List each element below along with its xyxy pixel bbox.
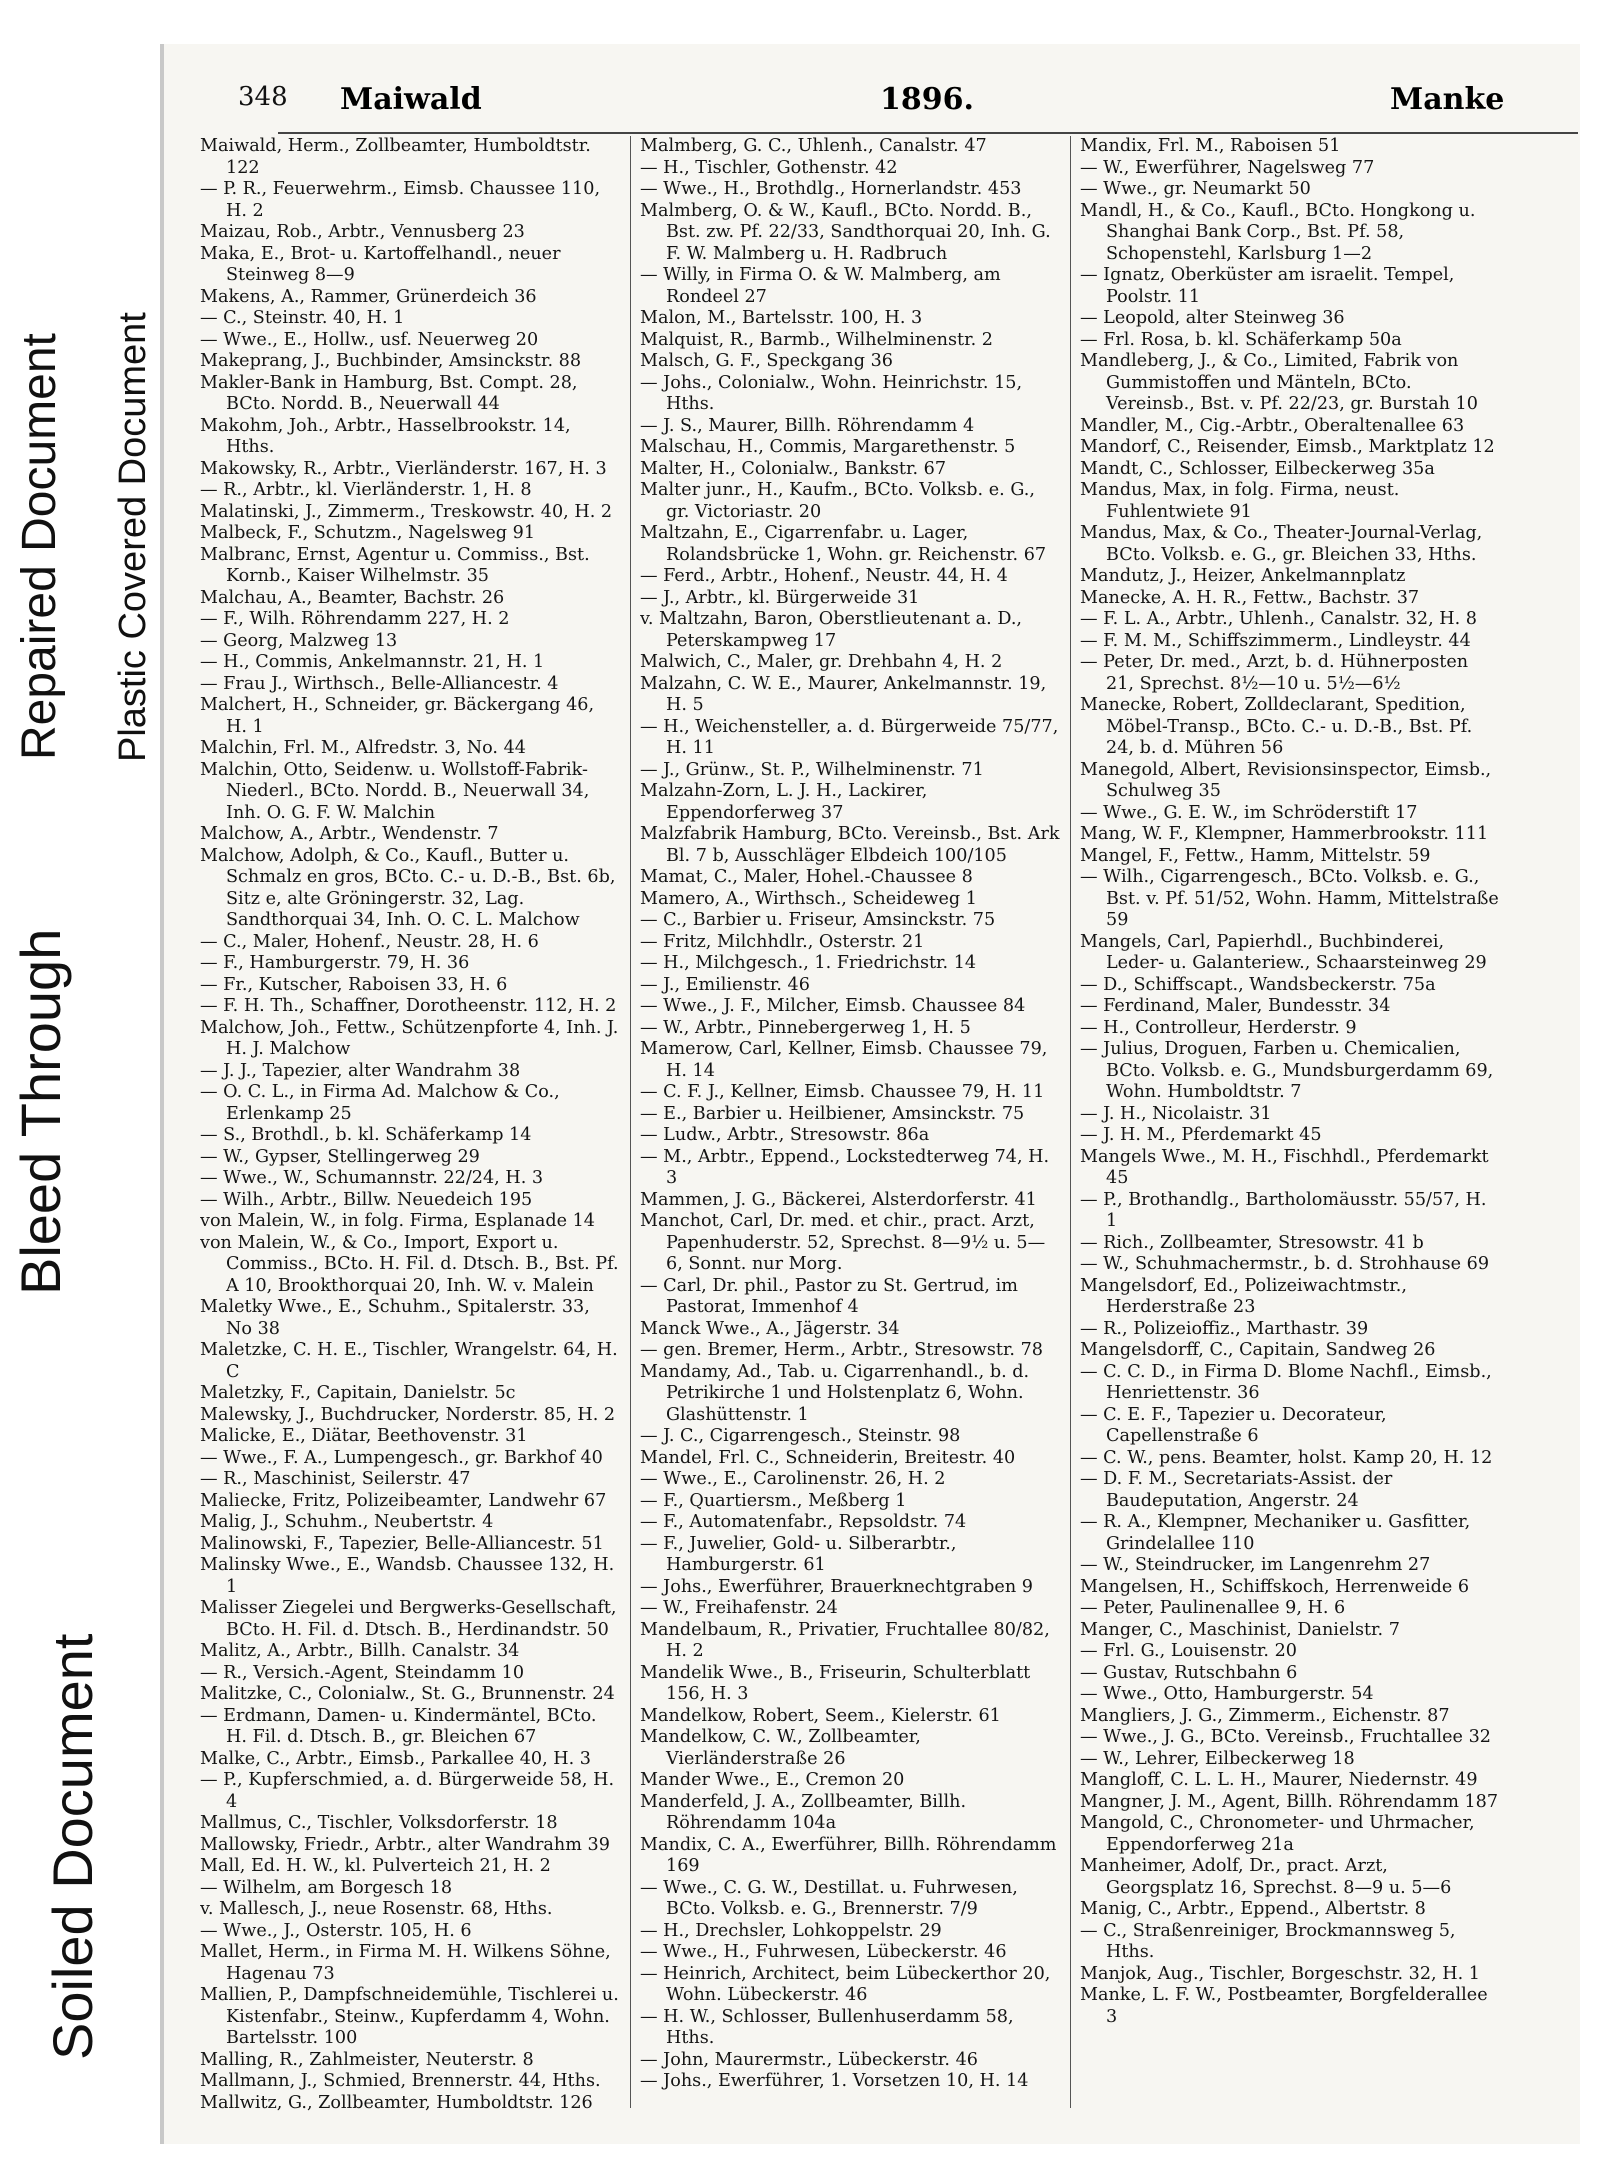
directory-entry: Mandelkow, C. W., Zollbeamter, Vierländerstraße 26 xyxy=(640,1727,921,1769)
year-heading: 1896. xyxy=(880,82,974,117)
directory-entry: — Wwe., E., Hollw., usf. Neuerweg 20 xyxy=(200,329,539,350)
directory-entry: Malinowski, F., Tapezier, Belle-Alliancestr. 51 xyxy=(200,1533,604,1554)
directory-entry: — Frau J., Wirthsch., Belle-Alliancestr. 4 xyxy=(200,673,559,694)
directory-entry: Mandleberg, J., & Co., Limited, Fabrik von Gummistoffen und Mänteln, BCto. Vereinsb., Bst. v. Pf. 22/23, gr. Burstah 10 xyxy=(1080,351,1478,414)
directory-entry: — F., Automatenfabr., Repsoldstr. 74 xyxy=(640,1512,967,1532)
column-middle xyxy=(640,136,1060,2114)
directory-entry: Malwich, C., Maler, gr. Drehbahn 4, H. 2 xyxy=(640,652,1003,672)
directory-entry: Mangloff, C. L. L. H., Maurer, Niedernstr. 49 xyxy=(1080,1770,1478,1790)
directory-entry: Makens, A., Rammer, Grünerdeich 36 xyxy=(200,286,537,307)
directory-entry: — Johs., Colonialw., Wohn. Heinrichstr. 15, Hths. xyxy=(640,372,1023,414)
running-head-left: Maiwald xyxy=(340,82,482,117)
directory-entry: Malzahn, C. W. E., Maurer, Ankelmannstr. 19, H. 5 xyxy=(640,673,1047,715)
directory-entry: Manegold, Albert, Revisionsinspector, Eimsb., Schulweg 35 xyxy=(1080,759,1492,801)
page-edge xyxy=(160,44,164,2144)
tag-strip xyxy=(0,0,160,2177)
directory-entry: Makeprang, J., Buchbinder, Amsinckstr. 88 xyxy=(200,351,582,371)
directory-entry: Mallowsky, Friedr., Arbtr., alter Wandrahm 39 xyxy=(200,1834,610,1855)
directory-entry: — Wwe., Otto, Hamburgerstr. 54 xyxy=(1080,1684,1374,1704)
directory-entry: Mandler, M., Cig.-Arbtr., Oberaltenallee 63 xyxy=(1080,415,1465,436)
directory-entry: — S., Brothdl., b. kl. Schäferkamp 14 xyxy=(200,1125,532,1145)
directory-entry: Maliecke, Fritz, Polizeibeamter, Landwehr 67 xyxy=(200,1490,607,1511)
directory-entry: Mangel, F., Fettw., Hamm, Mittelstr. 59 xyxy=(1080,845,1431,866)
directory-entry: — J. J., Tapezier, alter Wandrahm 38 xyxy=(200,1060,521,1081)
directory-entry: Malchow, Adolph, & Co., Kaufl., Butter u. Schmalz en gros, BCto. C.- u. D.-B., Bst. 6b, Sitz e, alte Gröningerstr. 32, Lag. Sandthorquai 34, Inh. O. C. L. Malchow xyxy=(200,845,616,930)
directory-entry: Maletzke, C. H. E., Tischler, Wrangelstr. 64, H. C xyxy=(200,1340,618,1382)
directory-entry: Makler-Bank in Hamburg, Bst. Compt. 28, BCto. Nordd. B., Neuerwall 44 xyxy=(200,372,578,414)
directory-entry: Mallien, P., Dampfschneidemühle, Tischlerei u. Kistenfabr., Steinw., Kupferdamm 4, Wohn. Bartelsstr. 100 xyxy=(200,1985,619,2048)
directory-entry: — H., Tischler, Gothenstr. 42 xyxy=(640,157,898,178)
directory-entry: Mandelik Wwe., B., Friseurin, Schulterblatt 156, H. 3 xyxy=(640,1662,1031,1704)
directory-entry: — W., Gypser, Stellingerweg 29 xyxy=(200,1146,480,1167)
directory-entry: Maka, E., Brot- u. Kartoffelhandl., neuer Steinweg 8—9 xyxy=(200,243,561,285)
directory-entry: — H., Drechsler, Lohkoppelstr. 29 xyxy=(640,1920,942,1941)
directory-entry: — Heinrich, Architect, beim Lübeckerthor 20, Wohn. Lübeckerstr. 46 xyxy=(640,1963,1051,2005)
directory-entry: — J. S., Maurer, Billh. Röhrendamm 4 xyxy=(640,415,975,436)
directory-entry: — F., Hamburgerstr. 79, H. 36 xyxy=(200,953,470,973)
directory-entry: — R., Versich.-Agent, Steindamm 10 xyxy=(200,1662,525,1683)
running-head-right: Manke xyxy=(1390,82,1505,117)
directory-entry: Mang, W. F., Klempner, Hammerbrookstr. 111 xyxy=(1080,824,1489,844)
column-divider xyxy=(1070,136,1071,2108)
directory-entry: Malter junr., H., Kaufm., BCto. Volksb. e. G., gr. Victoriastr. 20 xyxy=(640,480,1035,522)
directory-entry: Maiwald, Herm., Zollbeamter, Humboldtstr. 122 xyxy=(200,136,591,178)
directory-entry: Mandelkow, Robert, Seem., Kielerstr. 61 xyxy=(640,1705,1001,1726)
directory-entry: Maletzky, F., Capitain, Danielstr. 5c xyxy=(200,1383,516,1403)
directory-entry: — Ludw., Arbtr., Stresowstr. 86a xyxy=(640,1125,930,1145)
directory-entry: — Gustav, Rutschbahn 6 xyxy=(1080,1662,1298,1683)
directory-entry: — H., Milchgesch., 1. Friedrichstr. 14 xyxy=(640,953,977,973)
directory-entry: Malzahn-Zorn, L. J. H., Lackirer, Eppendorferweg 37 xyxy=(640,781,928,823)
label-bleed-through: Bleed Through xyxy=(9,928,72,1295)
directory-entry: — P., Brothandlg., Bartholomäusstr. 55/57, H. 1 xyxy=(1080,1189,1487,1231)
directory-entry: Malsch, G. F., Speckgang 36 xyxy=(640,351,893,371)
directory-entry: Malinsky Wwe., E., Wandsb. Chaussee 132, H. 1 xyxy=(200,1555,615,1597)
directory-entry: Malitz, A., Arbtr., Billh. Canalstr. 34 xyxy=(200,1641,520,1661)
directory-entry: — E., Barbier u. Heilbiener, Amsinckstr. 75 xyxy=(640,1103,1025,1124)
directory-entry: — Fr., Kutscher, Raboisen 33, H. 6 xyxy=(200,974,508,995)
column-divider xyxy=(630,136,631,2108)
directory-entry: — R., Polizeioffiz., Marthastr. 39 xyxy=(1080,1318,1369,1339)
label-soiled-document: Soiled Document xyxy=(41,1633,104,2060)
directory-entry: — C. F. J., Kellner, Eimsb. Chaussee 79, H. 11 xyxy=(640,1082,1045,1102)
directory-entry: — J. H., Nicolaistr. 31 xyxy=(1080,1103,1272,1124)
directory-entry: — Johs., Ewerführer, Brauerknechtgraben 9 xyxy=(640,1576,1033,1597)
directory-entry: Mangels Wwe., M. H., Fischhdl., Pferdemarkt 45 xyxy=(1080,1146,1489,1188)
directory-entry: Mallmus, C., Tischler, Volksdorferstr. 18 xyxy=(200,1813,558,1833)
directory-entry: — Rich., Zollbeamter, Stresowstr. 41 b xyxy=(1080,1232,1424,1253)
directory-entry: Mamerow, Carl, Kellner, Eimsb. Chaussee 79, H. 14 xyxy=(640,1039,1048,1081)
directory-entry: Mamero, A., Wirthsch., Scheideweg 1 xyxy=(640,888,977,909)
directory-entry: Malzfabrik Hamburg, BCto. Vereinsb., Bst. Ark Bl. 7 b, Ausschläger Elbdeich 100/105 xyxy=(640,824,1060,866)
directory-entry: Malmberg, G. C., Uhlenh., Canalstr. 47 xyxy=(640,136,987,156)
directory-entry: — F., Wilh. Röhrendamm 227, H. 2 xyxy=(200,609,510,629)
directory-entry: Makohm, Joh., Arbtr., Hasselbrookstr. 14, Hths. xyxy=(200,415,571,457)
directory-entry: Malewsky, J., Buchdrucker, Norderstr. 85, H. 2 xyxy=(200,1404,616,1425)
directory-entry: — W., Lehrer, Eilbeckerweg 18 xyxy=(1080,1748,1355,1769)
page-header xyxy=(160,74,1580,128)
directory-entry: — H. W., Schlosser, Bullenhuserdamm 58, Hths. xyxy=(640,2006,1014,2048)
directory-entry: — Erdmann, Damen- u. Kindermäntel, BCto. H. Fil. d. Dtsch. B., gr. Bleichen 67 xyxy=(200,1705,597,1747)
directory-entry: — R. A., Klempner, Mechaniker u. Gasfitter, Grindelallee 110 xyxy=(1080,1512,1471,1554)
directory-entry: — D., Schiffscapt., Wandsbeckerstr. 75a xyxy=(1080,974,1436,995)
directory-entry: Mangelsen, H., Schiffskoch, Herrenweide 6 xyxy=(1080,1576,1470,1597)
directory-entry: — Wwe., C. G. W., Destillat. u. Fuhrwesen, BCto. Volksb. e. G., Brennerstr. 7/9 xyxy=(640,1877,1018,1919)
directory-entry: Mamat, C., Maler, Hohel.-Chaussee 8 xyxy=(640,867,973,887)
directory-entry: Mallet, Herm., in Firma M. H. Wilkens Söhne, Hagenau 73 xyxy=(200,1942,611,1984)
directory-entry: von Malein, W., & Co., Import, Export u. Commiss., BCto. H. Fil. d. Dtsch. B., Bst. Pf. A 10, Brookthorquai 20, Inh. W. v. Malein xyxy=(200,1232,619,1296)
directory-entry: — Peter, Paulinenallee 9, H. 6 xyxy=(1080,1598,1346,1618)
directory-entry: — W., Ewerführer, Nagelsweg 77 xyxy=(1080,157,1375,178)
directory-entry: — Johs., Ewerführer, 1. Vorsetzen 10, H. 14 xyxy=(640,2071,1029,2091)
directory-entry: — Frl. Rosa, b. kl. Schäferkamp 50a xyxy=(1080,329,1402,350)
page-number: 348 xyxy=(238,82,288,112)
directory-entry: — C. W., pens. Beamter, holst. Kamp 20, H. 12 xyxy=(1080,1447,1493,1468)
directory-entry: Makowsky, R., Arbtr., Vierländerstr. 167, H. 3 xyxy=(200,458,607,479)
directory-entry: — W., Freihafenstr. 24 xyxy=(640,1598,838,1618)
directory-entry: Maltzahn, E., Cigarrenfabr. u. Lager, Rolandsbrücke 1, Wohn. gr. Reichenstr. 67 xyxy=(640,523,1047,565)
directory-entry: — J., Grünw., St. P., Wilhelminenstr. 71 xyxy=(640,759,984,780)
directory-entry: Mallwitz, G., Zollbeamter, Humboldtstr. 126 xyxy=(200,2092,593,2113)
directory-entry: — W., Schuhmachermstr., b. d. Strohhause 69 xyxy=(1080,1254,1490,1274)
directory-entry: Malchau, A., Beamter, Bachstr. 26 xyxy=(200,587,505,608)
directory-entry: — D. F. M., Secretariats-Assist. der Baudeputation, Angerstr. 24 xyxy=(1080,1469,1393,1511)
directory-entry: Malschau, H., Commis, Margarethenstr. 5 xyxy=(640,437,1016,457)
directory-entry: — F., Quartiersm., Meßberg 1 xyxy=(640,1490,907,1511)
directory-entry: — Wwe., F. A., Lumpengesch., gr. Barkhof 40 xyxy=(200,1447,603,1468)
directory-entry: — W., Steindrucker, im Langenrehm 27 xyxy=(1080,1555,1431,1575)
directory-entry: Mandamy, Ad., Tab. u. Cigarrenhandl., b. d. Petrikirche 1 und Holstenplatz 6, Wohn. Glashüttenstr. 1 xyxy=(640,1361,1030,1425)
directory-entry: — W., Arbtr., Pinnebergerweg 1, H. 5 xyxy=(640,1017,971,1038)
directory-entry: Malig, J., Schuhm., Neubertstr. 4 xyxy=(200,1512,494,1532)
directory-entry: Mangels, Carl, Papierhdl., Buchbinderei, Leder- u. Galanteriew., Schaarsteinweg 29 xyxy=(1080,931,1487,973)
directory-entry: Mandel, Frl. C., Schneiderin, Breitestr. 40 xyxy=(640,1447,1016,1468)
directory-entry: — R., Arbtr., kl. Vierländerstr. 1, H. 8 xyxy=(200,480,532,500)
directory-entry: Manke, L. F. W., Postbeamter, Borgfelderallee 3 xyxy=(1080,1985,1488,2027)
header-rule xyxy=(278,132,1578,134)
directory-entry: Manheimer, Adolf, Dr., pract. Arzt, Georgsplatz 16, Sprechst. 8—9 u. 5—6 xyxy=(1080,1856,1452,1898)
directory-entry: Malchin, Otto, Seidenw. u. Wollstoff-Fabrik-Niederl., BCto. Nordd. B., Neuerwall 34, Inh. O. G. F. W. Malchin xyxy=(200,759,590,823)
directory-entry: Maizau, Rob., Arbtr., Vennusberg 23 xyxy=(200,222,525,242)
directory-entry: Mallmann, J., Schmied, Brennerstr. 44, Hths. xyxy=(200,2071,601,2091)
directory-entry: — F., Juwelier, Gold- u. Silberarbtr., Hamburgerstr. 61 xyxy=(640,1533,957,1575)
directory-entry: — C., Barbier u. Friseur, Amsinckstr. 75 xyxy=(640,910,996,930)
directory-entry: Manger, C., Maschinist, Danielstr. 7 xyxy=(1080,1619,1400,1640)
directory-entry: — Wilh., Cigarrengesch., BCto. Volksb. e. G., Bst. v. Pf. 51/52, Wohn. Hamm, Mittelstraße 59 xyxy=(1080,867,1499,930)
directory-entry: Mandorf, C., Reisender, Eimsb., Marktplatz 12 xyxy=(1080,437,1495,457)
directory-entry: Mangelsdorf, Ed., Polizeiwachtmstr., Herderstraße 23 xyxy=(1080,1275,1407,1317)
directory-entry: — C. E. F., Tapezier u. Decorateur, Capellenstraße 6 xyxy=(1080,1404,1387,1446)
directory-entry: Malicke, E., Diätar, Beethovenstr. 31 xyxy=(200,1426,528,1446)
directory-entry: Malter, H., Colonialw., Bankstr. 67 xyxy=(640,458,947,479)
directory-entry: Malisser Ziegelei und Bergwerks-Gesellschaft, BCto. H. Fil. d. Dtsch. B., Herdinandstr. 50 xyxy=(200,1598,617,1640)
directory-entry: — J., Arbtr., kl. Bürgerweide 31 xyxy=(640,587,920,608)
directory-entry: Mangold, C., Chronometer- und Uhrmacher, Eppendorferweg 21a xyxy=(1080,1813,1475,1855)
directory-entry: — F. M. M., Schiffszimmerm., Lindleystr. 44 xyxy=(1080,630,1471,651)
directory-entry: Manjok, Aug., Tischler, Borgeschstr. 32, H. 1 xyxy=(1080,1963,1480,1984)
directory-entry: Mangelsdorff, C., Capitain, Sandweg 26 xyxy=(1080,1340,1436,1360)
directory-entry: — Wwe., J. F., Milcher, Eimsb. Chaussee 84 xyxy=(640,996,1026,1016)
directory-entry: — Wwe., H., Brothdlg., Hornerlandstr. 453 xyxy=(640,179,1022,199)
directory-entry: — Wwe., J., Osterstr. 105, H. 6 xyxy=(200,1920,472,1941)
directory-entry: Mangner, J. M., Agent, Billh. Röhrendamm 187 xyxy=(1080,1791,1499,1812)
directory-entry: — Wilhelm, am Borgesch 18 xyxy=(200,1877,453,1898)
directory-entry: Mandl, H., & Co., Kaufl., BCto. Hongkong u. Shanghai Bank Corp., Bst. Pf. 58, Schopenstehl, Karlsburg 1—2 xyxy=(1080,200,1476,264)
directory-entry: Mall, Ed. H. W., kl. Pulverteich 21, H. 2 xyxy=(200,1856,551,1876)
directory-entry: — C., Steinstr. 40, H. 1 xyxy=(200,308,405,328)
directory-entry: — F. L. A., Arbtr., Uhlenh., Canalstr. 32, H. 8 xyxy=(1080,609,1477,629)
directory-entry: — Wwe., W., Schumannstr. 22/24, H. 3 xyxy=(200,1168,544,1188)
directory-entry: — Willy, in Firma O. & W. Malmberg, am Rondeel 27 xyxy=(640,265,1001,307)
directory-entry: Mangliers, J. G., Zimmerm., Eichenstr. 87 xyxy=(1080,1705,1450,1726)
directory-entry: Manchot, Carl, Dr. med. et chir., pract. Arzt, Papenhuderstr. 52, Sprechst. 8—9½ u. 5—6, Sonnt. nur Morg. xyxy=(640,1211,1046,1274)
directory-entry: — F. H. Th., Schaffner, Dorotheenstr. 112, H. 2 xyxy=(200,996,617,1016)
label-repaired-document: Repaired Document xyxy=(13,333,66,760)
directory-entry: Malchow, A., Arbtr., Wendenstr. 7 xyxy=(200,824,499,844)
directory-entry: Mandelbaum, R., Privatier, Fruchtallee 80/82, H. 2 xyxy=(640,1619,1050,1661)
directory-entry: Malchin, Frl. M., Alfredstr. 3, No. 44 xyxy=(200,738,526,758)
directory-entry: — Carl, Dr. phil., Pastor zu St. Gertrud, im Pastorat, Immenhof 4 xyxy=(640,1275,1018,1317)
directory-entry: — Fritz, Milchhdlr., Osterstr. 21 xyxy=(640,931,925,952)
directory-entry: Malke, C., Arbtr., Eimsb., Parkallee 40, H. 3 xyxy=(200,1748,591,1769)
directory-entry: — Wwe., E., Carolinenstr. 26, H. 2 xyxy=(640,1469,946,1489)
directory-entry: v. Mallesch, J., neue Rosenstr. 68, Hths. xyxy=(200,1899,553,1919)
directory-entry: Mandus, Max, in folg. Firma, neust. Fuhlentwiete 91 xyxy=(1080,480,1400,522)
directory-entry: Manig, C., Arbtr., Eppend., Albertstr. 8 xyxy=(1080,1899,1426,1919)
directory-entry: Mandix, C. A., Ewerführer, Billh. Röhrendamm 169 xyxy=(640,1834,1057,1876)
directory-entry: — C., Maler, Hohenf., Neustr. 28, H. 6 xyxy=(200,931,539,952)
directory-entry: — Julius, Droguen, Farben u. Chemicalien, BCto. Volksb. e. G., Mundsburgerdamm 69, Wohn. Humboldtstr. 7 xyxy=(1080,1039,1494,1102)
directory-entry: — Ferd., Arbtr., Hohenf., Neustr. 44, H. 4 xyxy=(640,566,1008,586)
directory-entry: — O. C. L., in Firma Ad. Malchow & Co., Erlenkamp 25 xyxy=(200,1082,560,1124)
directory-entry: Malquist, R., Barmb., Wilhelminenstr. 2 xyxy=(640,329,993,350)
directory-entry: — Peter, Dr. med., Arzt, b. d. Hühnerposten 21, Sprechst. 8½—10 u. 5½—6½ xyxy=(1080,652,1469,694)
directory-entry: Malbranc, Ernst, Agentur u. Commiss., Bst. Kornb., Kaiser Wilhelmstr. 35 xyxy=(200,544,590,586)
directory-entry: — Ignatz, Oberküster am israelit. Tempel, Poolstr. 11 xyxy=(1080,265,1455,307)
directory-entry: Malchow, Joh., Fettw., Schützenpforte 4, Inh. J. H. J. Malchow xyxy=(200,1017,619,1059)
directory-entry: — Frl. G., Louisenstr. 20 xyxy=(1080,1641,1297,1661)
directory-entry: Mander Wwe., E., Cremon 20 xyxy=(640,1770,905,1790)
directory-entry: Mandutz, J., Heizer, Ankelmannplatz xyxy=(1080,566,1406,586)
directory-entry: — H., Controlleur, Herderstr. 9 xyxy=(1080,1017,1357,1038)
directory-entry: — H., Commis, Ankelmannstr. 21, H. 1 xyxy=(200,652,545,672)
directory-entry: — J. C., Cigarrengesch., Steinstr. 98 xyxy=(640,1426,961,1446)
directory-entry: von Malein, W., in folg. Firma, Esplanade 14 xyxy=(200,1211,595,1231)
directory-entry: Mandix, Frl. M., Raboisen 51 xyxy=(1080,136,1341,156)
column-left xyxy=(200,136,620,2114)
directory-entry: Malitzke, C., Colonialw., St. G., Brunnenstr. 24 xyxy=(200,1684,615,1704)
directory-entry: — Wwe., G. E. W., im Schröderstift 17 xyxy=(1080,802,1418,823)
directory-entry: Manecke, Robert, Zolldeclarant, Spedition, Möbel-Transp., BCto. C.- u. D.-B., Bst. Pf. 24, b. d. Mühren 56 xyxy=(1080,695,1473,758)
directory-entry: — M., Arbtr., Eppend., Lockstedterweg 74, H. 3 xyxy=(640,1146,1050,1188)
directory-entry: — gen. Bremer, Herm., Arbtr., Stresowstr. 78 xyxy=(640,1340,1043,1360)
directory-entry: — Wwe., gr. Neumarkt 50 xyxy=(1080,179,1311,199)
directory-entry: Maletky Wwe., E., Schuhm., Spitalerstr. 33, No 38 xyxy=(200,1297,590,1339)
directory-entry: — R., Maschinist, Seilerstr. 47 xyxy=(200,1469,471,1489)
directory-entry: Mammen, J. G., Bäckerei, Alsterdorferstr. 41 xyxy=(640,1189,1037,1210)
directory-entry: Malatinski, J., Zimmerm., Treskowstr. 40, H. 2 xyxy=(200,501,613,522)
directory-entry: Malbeck, F., Schutzm., Nagelsweg 91 xyxy=(200,523,536,543)
directory-entry: — C., Straßenreiniger, Brockmannsweg 5, Hths. xyxy=(1080,1920,1456,1962)
directory-entry: Malchert, H., Schneider, gr. Bäckergang 46, H. 1 xyxy=(200,695,595,737)
directory-entry: — J. H. M., Pferdemarkt 45 xyxy=(1080,1125,1322,1145)
directory-entry: Manderfeld, J. A., Zollbeamter, Billh. Röhrendamm 104a xyxy=(640,1791,967,1833)
directory-entry: — Georg, Malzweg 13 xyxy=(200,630,398,651)
directory-entry: — Wilh., Arbtr., Billw. Neuedeich 195 xyxy=(200,1189,533,1210)
directory-entry: — C. C. D., in Firma D. Blome Nachfl., Eimsb., Henriettenstr. 36 xyxy=(1080,1361,1492,1403)
directory-entry: — Wwe., J. G., BCto. Vereinsb., Fruchtallee 32 xyxy=(1080,1727,1491,1747)
directory-page xyxy=(160,44,1580,2144)
directory-entry: — Wwe., H., Fuhrwesen, Lübeckerstr. 46 xyxy=(640,1942,1007,1962)
directory-entry: — J., Emilienstr. 46 xyxy=(640,974,810,995)
directory-entry: Manck Wwe., A., Jägerstr. 34 xyxy=(640,1318,900,1339)
directory-entry: Manecke, A. H. R., Fettw., Bachstr. 37 xyxy=(1080,587,1420,608)
directory-entry: Mandus, Max, & Co., Theater-Journal-Verlag, BCto. Volksb. e. G., gr. Bleichen 33, Hths. xyxy=(1080,523,1483,565)
directory-entry: Mandt, C., Schlosser, Eilbeckerweg 35a xyxy=(1080,458,1435,479)
directory-entry: Malon, M., Bartelsstr. 100, H. 3 xyxy=(640,308,923,328)
column-right xyxy=(1080,136,1500,2114)
directory-entry: — Ferdinand, Maler, Bundesstr. 34 xyxy=(1080,996,1391,1016)
directory-entry: — Leopold, alter Steinweg 36 xyxy=(1080,308,1345,328)
directory-entry: Malmberg, O. & W., Kaufl., BCto. Nordd. B., Bst. zw. Pf. 22/33, Sandthorquai 20, Inh. G. F. W. Malmberg u. H. Radbruch xyxy=(640,200,1051,264)
directory-entry: — H., Weichensteller, a. d. Bürgerweide 75/77, H. 11 xyxy=(640,716,1059,758)
directory-entry: — John, Maurermstr., Lübeckerstr. 46 xyxy=(640,2049,978,2070)
directory-entry: — P., Kupferschmied, a. d. Bürgerweide 58, H. 4 xyxy=(200,1770,615,1812)
directory-entry: Malling, R., Zahlmeister, Neuterstr. 8 xyxy=(200,2049,534,2070)
label-plastic-covered-document: Plastic Covered Document xyxy=(112,312,154,762)
directory-entry: v. Maltzahn, Baron, Oberstlieutenant a. D., Peterskampweg 17 xyxy=(640,609,1023,651)
directory-entry: — P. R., Feuerwehrm., Eimsb. Chaussee 110, H. 2 xyxy=(200,179,601,221)
